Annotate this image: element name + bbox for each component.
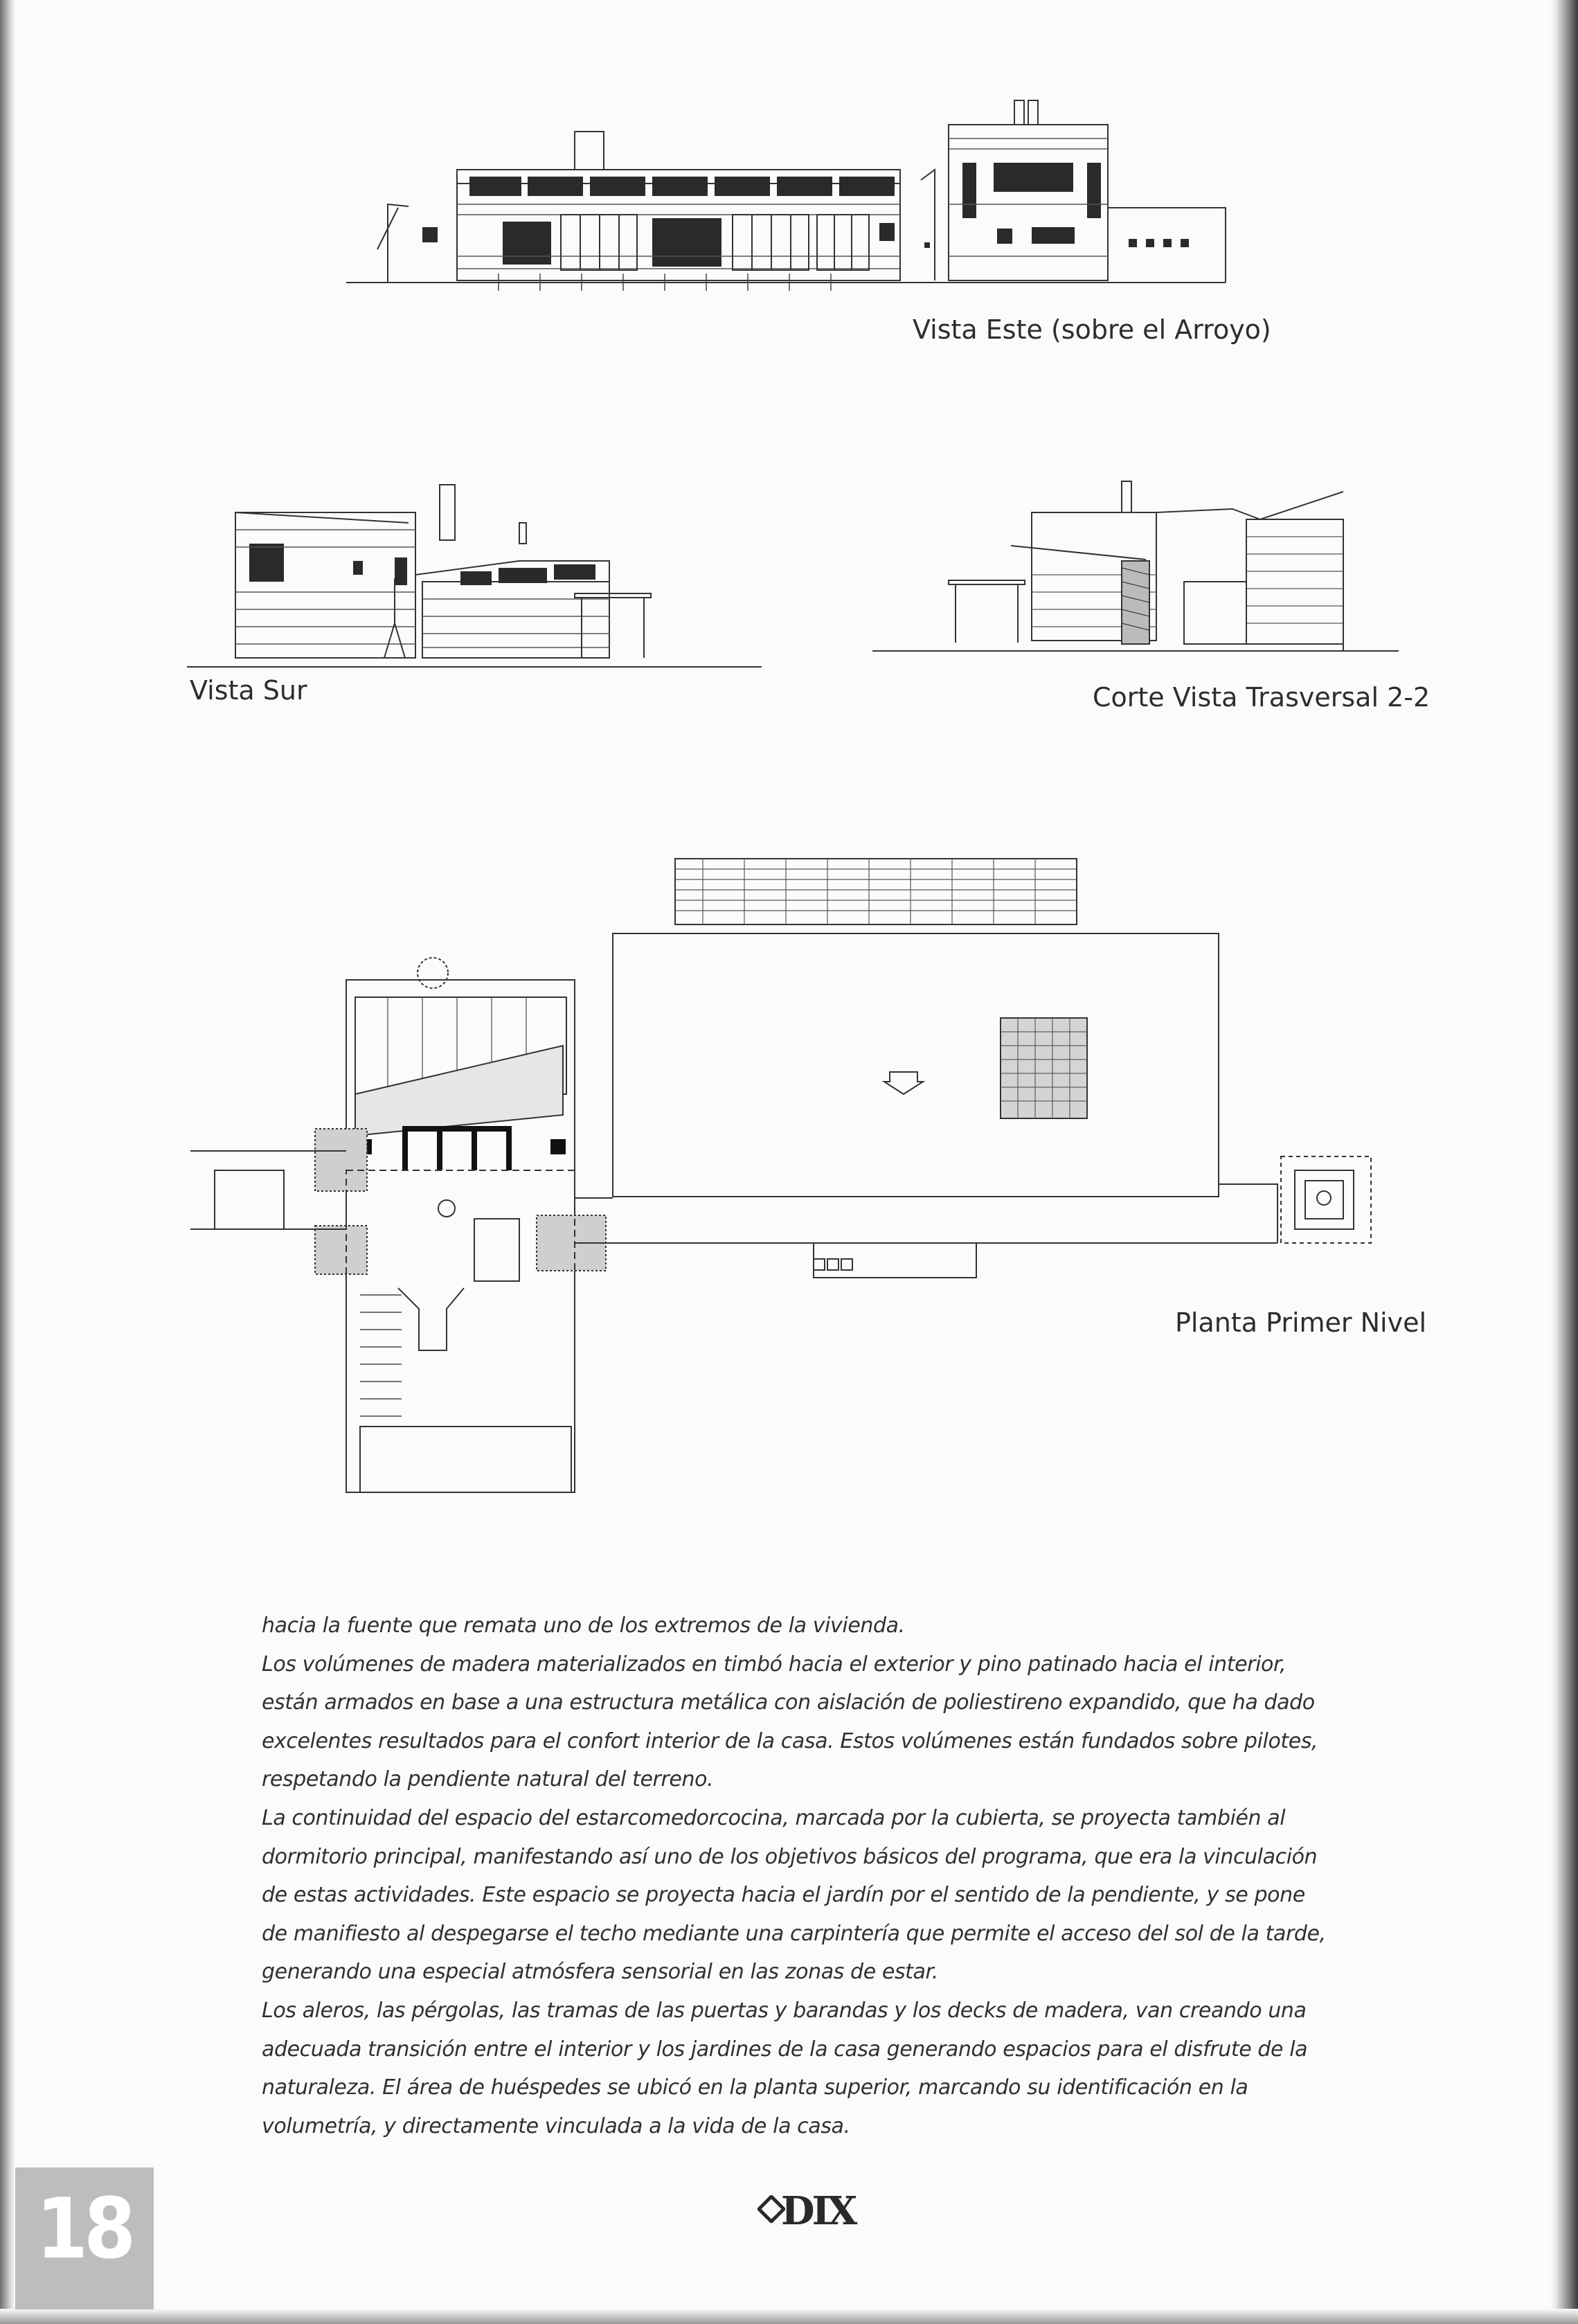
caption-south-view: Vista Sur — [190, 675, 307, 706]
paragraph-4: Los aleros, las pérgolas, las tramas de las puertas y barandas y los decks de madera, van creando una adecuada transición entre el interior y los jardines de la casa generando espacios para el disfrute de la naturaleza. El área de huéspedes se ubicó en la planta superior, marcando su identificación en la volumetría, y directamente vinculada a la vida de la casa. — [262, 1998, 1308, 2138]
article-body — [262, 1607, 1332, 2145]
caption-floor-plan: Planta Primer Nivel — [1175, 1307, 1427, 1338]
caption-cross-section: Corte Vista Trasversal 2-2 — [1093, 682, 1431, 713]
floor-plan-drawing — [190, 810, 1409, 1503]
east-elevation-drawing — [339, 90, 1239, 319]
paragraph-2: Los volúmenes de madera materializados en timbó hacia el exterior y pino patinado hacia el interior, están armados en base a una estructura metálica con aislación de poliestireno expandido, que ha dado excelentes resultados para el confort interior de la casa. Estos volúmenes están fundados sobre pilotes, respetando la pendiente natural del terreno. — [262, 1652, 1318, 1792]
south-elevation-drawing — [187, 481, 762, 675]
logo-text: DIX — [781, 2188, 855, 2234]
paragraph-1: hacia la fuente que remata uno de los extremos de la vivienda. — [262, 1614, 905, 1638]
cross-section-drawing — [872, 478, 1399, 665]
paragraph-3: La continuidad del espacio del estarcomedorcocina, marcada por la cubierta, se proyecta también al dormitorio principal, manifestando así uno de los objetivos básicos del programa, que era la vinculación de estas actividades. Este espacio se proyecta hacia el jardín por el sentido de la pendiente, y se pone de manifiesto al despegarse el techo mediante una carpintería que permite el acceso del sol de la tarde, generando una especial atmósfera sensorial en las zonas de estar. — [262, 1805, 1326, 1985]
caption-east-view: Vista Este (sobre el Arroyo) — [913, 314, 1271, 345]
page-spine-shadow-left — [0, 0, 15, 2324]
page-number: 18 — [36, 2181, 132, 2278]
page-spine-shadow-right — [1550, 0, 1578, 2324]
page-bottom-shadow — [0, 2309, 1578, 2324]
page-number-box — [15, 2167, 154, 2309]
